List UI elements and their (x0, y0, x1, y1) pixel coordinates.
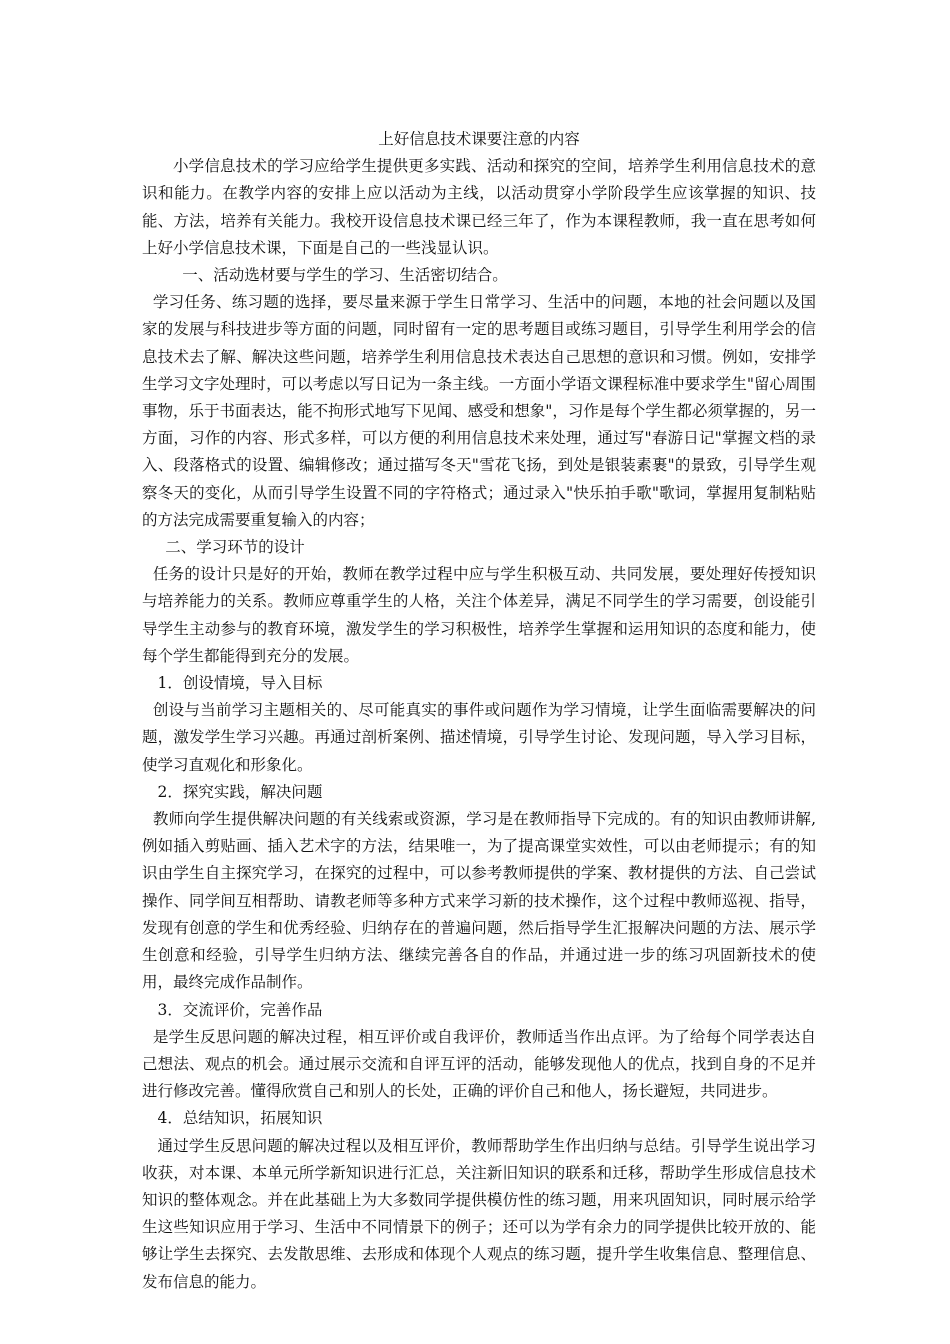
intro-paragraph: 小学信息技术的学习应给学生提供更多实践、活动和探究的空间，培养学生利用信息技术的意识和能力。在教学内容的安排上应以活动为主线，以活动贯穿小学阶段学生应该掌握的知识、技能、方法，培养有关能力。我校开设信息技术课已经三年了，作为本课程教师，我一直在思考如何上好小学信息技术课，下面是自己的一些浅显认识。 (142, 157, 816, 257)
document-page (142, 126, 816, 1296)
section1-paragraph: 学习任务、练习题的选择，要尽量来源于学生日常学习、生活中的问题，本地的社会问题以及国家的发展与科技进步等方面的问题，同时留有一定的思考题目或练习题目，引导学生利用学会的信息技术去了解、解决这些问题，培养学生利用信息技术表达自己思想的意识和习惯。例如，安排学生学习文字处理时，可以考虑以写日记为一条主线。一方面小学语文课程标准中要求学生"留心周围事物，乐于书面表达，能不拘形式地写下见闻、感受和想象"，习作是每个学生都必须掌握的，另一方面，习作的内容、形式多样，可以方便的利用信息技术来处理，通过写"春游日记"掌握文档的录入、段落格式的设置、编辑修改；通过描写冬天"雪花飞扬，到处是银装素裹"的景致，引导学生观察冬天的变化，从而引导学生设置不同的字符格式；通过录入"快乐拍手歌"歌词，掌握用复制粘贴的方法完成需要重复输入的内容； (142, 293, 816, 529)
step3-heading: 3．交流评价，完善作品 (157, 1000, 323, 1019)
section1-heading: 一、活动选材要与学生的学习、生活密切结合。 (182, 266, 508, 285)
step4-paragraph: 通过学生反思问题的解决过程以及相互评价，教师帮助学生作出归纳与总结。引导学生说出学习收获，对本课、本单元所学新知识进行汇总，关注新旧知识的联系和迁移，帮助学生形成信息技术知识的整体观念。并在此基础上为大多数同学提供模仿性的练习题，用来巩固知识，同时展示给学生这些知识应用于学习、生活中不同情景下的例子；还可以为学有余力的同学提供比较开放的、能够让学生去探究、去发散思维、去形成和体现个人观点的练习题，提升学生收集信息、整理信息、发布信息的能力。 (142, 1136, 816, 1291)
step4-heading: 4．总结知识，拓展知识 (157, 1109, 323, 1128)
document-title: 上好信息技术课要注意的内容 (378, 130, 580, 148)
step3-paragraph: 是学生反思问题的解决过程，相互评价或自我评价，教师适当作出点评。为了给每个同学表达自己想法、观点的机会。通过展示交流和自评互评的活动，能够发现他人的优点，找到自身的不足并进行修改完善。懂得欣赏自己和别人的长处，正确的评价自己和他人，扬长避短，共同进步。 (142, 1027, 816, 1101)
step1-heading: 1．创设情境，导入目标 (157, 674, 323, 693)
section2-paragraph: 任务的设计只是好的开始，教师在教学过程中应与学生积极互动、共同发展，要处理好传授知识与培养能力的关系。教师应尊重学生的人格，关注个体差异，满足不同学生的学习需要，创设能引导学生主动参与的教育环境，激发学生的学习积极性，培养学生掌握和运用知识的态度和能力，使每个学生都能得到充分的发展。 (142, 565, 816, 665)
step2-heading: 2．探究实践，解决问题 (157, 782, 323, 801)
section2-heading: 二、学习环节的设计 (165, 538, 305, 557)
step1-paragraph: 创设与当前学习主题相关的、尽可能真实的事件或问题作为学习情境，让学生面临需要解决的问题，激发学生学习兴趣。再通过剖析案例、描述情境，引导学生讨论、发现问题，导入学习目标，使学习直观化和形象化。 (142, 701, 816, 774)
step2-paragraph: 教师向学生提供解决问题的有关线索或资源，学习是在教师指导下完成的。有的知识由教师讲解,例如插入剪贴画、插入艺术字的方法，结果唯一，为了提高课堂实效性，可以由老师提示；有的知识由学生自主探究学习，在探究的过程中，可以参考教师提供的学案、教材提供的方法、自己尝试操作、同学间互相帮助、请教老师等多种方式来学习新的技术操作，这个过程中教师巡视、指导，发现有创意的学生和优秀经验、归纳存在的普遍问题，然后指导学生汇报解决问题的方法、展示学生创意和经验，引导学生归纳方法、继续完善各自的作品，并通过进一步的练习巩固新技术的使用，最终完成作品制作。 (142, 810, 816, 992)
